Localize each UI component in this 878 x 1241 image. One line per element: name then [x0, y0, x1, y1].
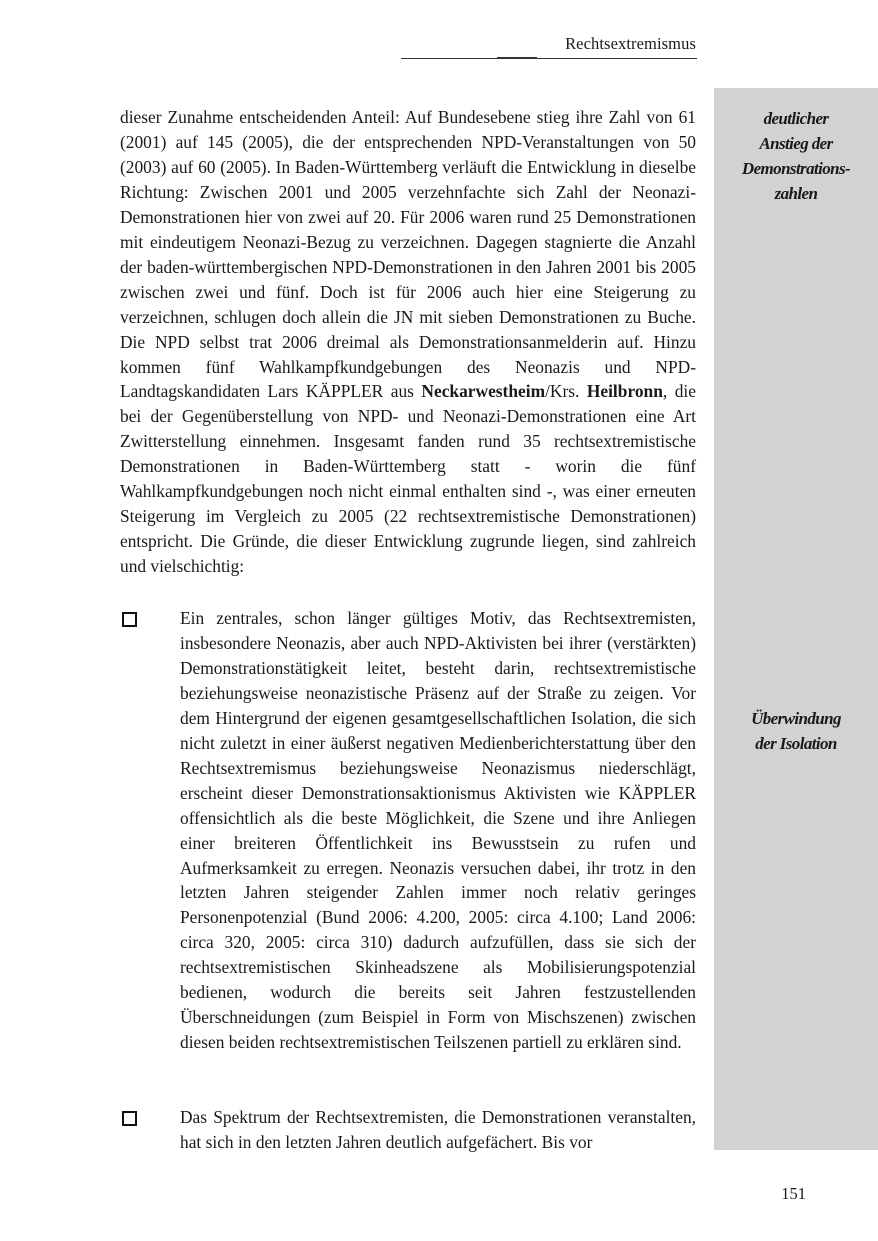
body-paragraph	[120, 105, 696, 579]
header-rule-accent	[497, 57, 537, 59]
list-item-text: Das Spektrum der Rechtsextremisten, die Demonstrationen veranstalten, hat sich in den letzten Jahren deutlich aufgefächert. Bis vor	[180, 1107, 696, 1152]
paragraph-text: /Krs.	[545, 381, 587, 402]
checkbox-bullet-icon	[122, 1111, 137, 1126]
margin-note-line: Demonstrations-	[741, 159, 851, 178]
place-name-neckarwestheim: Neckarwestheim	[421, 381, 546, 402]
header-rule	[401, 58, 697, 59]
margin-note-line: Überwindung	[751, 709, 841, 728]
margin-note-line: deutlicher	[763, 109, 829, 128]
place-name-heilbronn: Heilbronn	[586, 381, 663, 402]
list-item-text: Ein zentrales, schon länger gültiges Motiv, das Rechtsextremisten, insbesondere Neonazis, aber auch NPD-Aktivisten bei ihrer (verstärkten) Demonstrationstätigkeit leitet, besteht darin, rechtsextremistische beziehungsweise neonazistische Präsenz auf der Straße zu zeigen. Vor dem Hintergrund der eigenen gesamtgesellschaftlichen Isolation, die sich nicht zuletzt in einer äußerst negativen Medienberichterstattung über den Rechtsextremismus beziehungsweise Neonazismus niederschlägt, erscheint dieser Demonstrationsaktionismus Aktivisten wie KÄPPLER offensichtlich als die beste Möglichkeit, die Szene und ihre Anliegen einer breiteren Öffentlichkeit ins Bewusstsein zu rufen und Aufmerksamkeit zu erregen. Neonazis versuchen dabei, ihr trotz in den letzten Jahren steigender Zahlen immer noch relativ geringes Personenpotenzial (Bund 2006: 4.200, 2005: circa 4.100; Land 2006: circa 320, 2005: circa 310) dadurch aufzufüllen, dass sie sich der rechtsextremistischen Skinheadszene als Mobilisierungspotenzial bedienen, wodurch die bereits seit Jahren festzustellenden Überschneidungen (zum Beispiel in Form von Mischszenen) zwischen diesen beiden rechtsextremistischen Teilszenen partiell zu erklären sind.	[180, 608, 696, 1053]
margin-note-demonstration-increase	[714, 106, 878, 206]
margin-note-line: der Isolation	[755, 734, 837, 753]
paragraph-text: , die bei der Gegenüberstellung von NPD- und Neonazi-Demonstrationen eine Art Zwitterstellung einnehmen. Insgesamt fanden rund 35 rechtsextremistische Demonstrationen in Baden-Württemberg statt - worin die fünf Wahlkampfkundgebungen noch nicht einmal enthalten sind -, was einer erneuten Steigerung im Vergleich zu 2005 (22 rechtsextremistische Demonstrationen) entspricht. Die Gründe, die dieser Entwicklung zugrunde liegen, sind zahlreich und vielschichtig:	[120, 381, 696, 577]
checkbox-bullet-icon	[122, 612, 137, 627]
margin-note-line: Anstieg der	[759, 134, 833, 153]
margin-column	[714, 88, 878, 1150]
margin-note-line: zahlen	[774, 184, 818, 203]
paragraph-text: dieser Zunahme entscheidenden Anteil: Auf Bundesebene stieg ihre Zahl von 61 (2001) auf 145 (2005), die der entsprechenden NPD-Veranstaltungen von 50 (2003) auf 60 (2005). In Baden-Württemberg verläuft die Entwicklung in dieselbe Richtung: Zwischen 2001 und 2005 verzehnfachte sich Zahl der Neonazi-Demonstrationen hier von zwei auf 20. Für 2006 waren rund 25 Demonstrationen mit eindeutigem Neonazi-Bezug zu verzeichnen. Dagegen stagnierte die Anzahl der baden-württembergischen NPD-Demonstrationen in den Jahren 2001 bis 2005 zwischen zwei und fünf. Doch ist für 2006 auch hier eine Steigerung zu verzeichnen, schlugen doch allein die JN mit sieben Demonstrationen zu Buche. Die NPD selbst trat 2006 dreimal als Demonstrationsanmelderin auf. Hinzu kommen fünf Wahlkampfkundgebungen des Neonazis und NPD-Landtagskandidaten Lars KÄPPLER aus	[120, 107, 696, 402]
running-header: Rechtsextremismus	[565, 34, 696, 53]
page-number: 151	[781, 1184, 806, 1203]
margin-note-isolation	[714, 706, 878, 756]
